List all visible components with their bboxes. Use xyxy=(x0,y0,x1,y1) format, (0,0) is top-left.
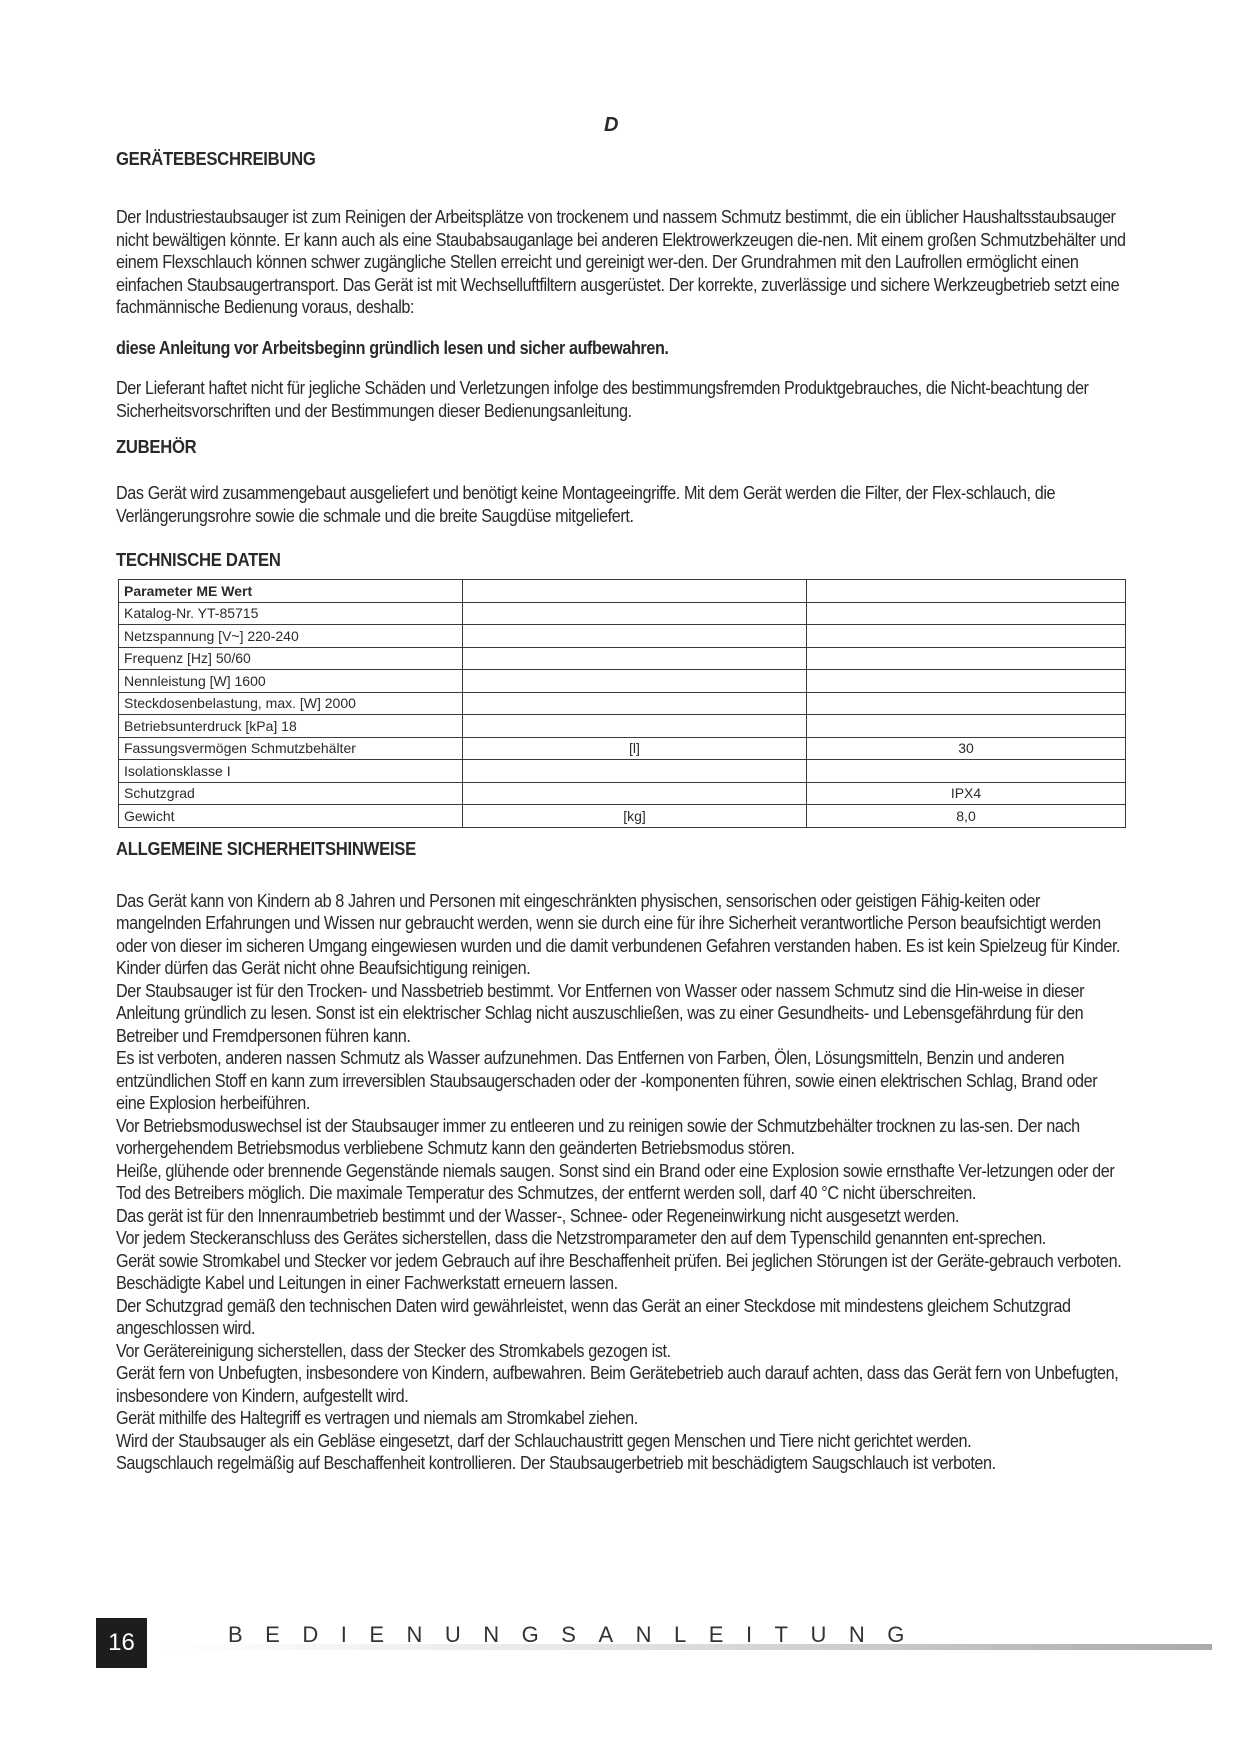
page-number-badge: 16 xyxy=(96,1618,147,1668)
table-cell: Isolationsklasse I xyxy=(119,760,463,783)
table-cell xyxy=(463,602,807,625)
table-cell xyxy=(807,715,1126,738)
table-row xyxy=(119,670,1126,693)
table-cell xyxy=(807,647,1126,670)
table-row xyxy=(119,715,1126,738)
safety-paragraph xyxy=(116,1362,1128,1407)
table-cell xyxy=(463,782,807,805)
safety-paragraph xyxy=(116,1340,1128,1363)
table-cell xyxy=(463,647,807,670)
page-content xyxy=(116,148,1128,1475)
table-cell xyxy=(807,670,1126,693)
table-cell: 8,0 xyxy=(807,805,1126,828)
table-cell xyxy=(463,670,807,693)
safety-text: Vor Gerätereinigung sicherstellen, dass der Stecker des Stromkabels gezogen ist. xyxy=(116,1340,671,1361)
safety-paragraph xyxy=(116,1295,1128,1340)
footer-title: BEDIENUNGSANLEITUNG xyxy=(228,1622,927,1647)
safety-paragraph xyxy=(116,890,1128,980)
liability-paragraph xyxy=(116,377,1128,422)
safety-text: Es ist verboten, anderen nassen Schmutz als Wasser aufzunehmen. Das Entfernen von Farben, Ölen, Lösungsmitteln, Benzin und anderen entzündlichen Stoff en kann zum irreversiblen Staubsaugerschaden oder der -komponenten führen, sowie einen elektrischen Schlag, Brand oder eine Explosion herbeiführen. xyxy=(116,1048,1098,1113)
table-cell: Schutzgrad xyxy=(119,782,463,805)
description-text: Der Industriestaubsauger ist zum Reinigen der Arbeitsplätze von trockenem und nassem Schmutz bestimmt, die ein üblicher Haushaltsstaubsauger nicht bewältigen könnte. Er kann auch als eine Staubabsauganlage bei anderen Elektrowerkzeugen die-nen. Mit einem großen Schmutzbehälter und einem Flexschlauch können schwer zugängliche Stellen erreicht und gereinigt wer-den. Der Grundrahmen mit den Laufrollen ermöglicht einen einfachen Staubsaugertransport. Das Gerät ist mit Wechselluftfiltern ausgerüstet. Der korrekte, zuverlässige und sichere Werkzeugbetrieb setzt eine fachmännische Bedienung voraus, deshalb: xyxy=(116,207,1126,317)
safety-paragraph xyxy=(116,1407,1128,1430)
safety-text: Gerät sowie Stromkabel und Stecker vor jedem Gebrauch auf ihre Beschaffenheit prüfen. Bei jeglichen Störungen ist der Geräte-gebrauch verboten. Beschädigte Kabel und Leitungen in einer Fachwerkstatt erneuern lassen. xyxy=(116,1250,1122,1293)
liability-text: Der Lieferant haftet nicht für jegliche Schäden und Verletzungen infolge des bestimmungsfremden Produktgebrauches, die Nicht-beachtung der Sicherheitsvorschriften und der Bestimmungen dieser Bedienungsanleitung. xyxy=(116,378,1089,421)
table-cell: Nennleistung [W] 1600 xyxy=(119,670,463,693)
table-row xyxy=(119,737,1126,760)
language-marker: D xyxy=(604,114,619,136)
safety-text: Gerät fern von Unbefugten, insbesondere von Kindern, aufbewahren. Beim Gerätebetrieb auch darauf achten, dass das Gerät fern von Unbefugten, insbesondere von Kindern, aufgestellt wird. xyxy=(116,1363,1119,1406)
table-row xyxy=(119,602,1126,625)
safety-text: Heiße, glühende oder brennende Gegenstände niemals saugen. Sonst sind ein Brand oder eine Explosion sowie ernsthafte Ver-letzungen oder der Tod des Betreibers möglich. Die maximale Temperatur des Schmutzes, der entfernt werden soll, darf 40 °C nicht überschreiten. xyxy=(116,1160,1115,1203)
table-cell: Katalog-Nr. YT-85715 xyxy=(119,602,463,625)
safety-text: Der Staubsauger ist für den Trocken- und Nassbetrieb bestimmt. Vor Entfernen von Wasser oder nassem Schmutz sind die Hin-weise in dieser Anleitung gründlich zu lesen. Sonst ist ein elektrischer Schlag nicht auszuschließen, was zu einer Gesundheits- und Lebensgefährdung für den Betreiber und Fremdpersonen führen kann. xyxy=(116,980,1085,1046)
safety-list xyxy=(116,890,1128,1475)
table-cell xyxy=(807,692,1126,715)
safety-text: Der Schutzgrad gemäß den technischen Daten wird gewährleistet, wenn das Gerät an einer Steckdose mit mindestens gleichem Schutzgrad angeschlossen wird. xyxy=(116,1295,1071,1338)
table-row xyxy=(119,580,1126,603)
heading-description: GERÄTEBESCHREIBUNG xyxy=(116,148,316,169)
table-cell xyxy=(807,602,1126,625)
table-cell: Steckdosenbelastung, max. [W] 2000 xyxy=(119,692,463,715)
safety-paragraph xyxy=(116,1160,1128,1205)
safety-paragraph xyxy=(116,1227,1128,1250)
table-row xyxy=(119,760,1126,783)
safety-text: Vor jedem Steckeranschluss des Gerätes sicherstellen, dass die Netzstromparameter den auf dem Typenschild genannten ent-sprechen. xyxy=(116,1228,1046,1248)
heading-safety: ALLGEMEINE SICHERHEITSHINWEISE xyxy=(116,837,416,859)
table-row xyxy=(119,692,1126,715)
table-cell: 30 xyxy=(807,737,1126,760)
emphasis-paragraph xyxy=(116,337,1128,360)
table-cell: Betriebsunterdruck [kPa] 18 xyxy=(119,715,463,738)
table-cell xyxy=(463,692,807,715)
safety-text: Wird der Staubsauger als ein Gebläse eingesetzt, darf der Schlauchaustritt gegen Menschen und Tiere nicht gerichtet werden. xyxy=(116,1430,972,1451)
table-row xyxy=(119,625,1126,648)
safety-paragraph xyxy=(116,1115,1128,1160)
safety-paragraph xyxy=(116,980,1128,1048)
safety-paragraph xyxy=(116,1047,1128,1115)
table-row xyxy=(119,647,1126,670)
accessories-text: Das Gerät wird zusammengebaut ausgeliefert und benötigt keine Montageeingriffe. Mit dem Gerät werden die Filter, der Flex-schlauch, die Verlängerungsrohre sowie die schmale und die breite Saugdüse mitgeliefert. xyxy=(116,483,1056,526)
table-cell xyxy=(807,580,1126,603)
safety-paragraph xyxy=(116,1205,1128,1228)
accessories-paragraph xyxy=(116,482,1128,527)
table-cell: Fassungsvermögen Schmutzbehälter xyxy=(119,737,463,760)
table-cell xyxy=(463,760,807,783)
emphasis-text: diese Anleitung vor Arbeitsbeginn gründlich lesen und sicher aufbewahren. xyxy=(116,337,669,358)
safety-text: Gerät mithilfe des Haltegriff es vertragen und niemals am Stromkabel ziehen. xyxy=(116,1408,638,1428)
table-cell: [l] xyxy=(463,737,807,760)
table-cell: Netzspannung [V~] 220-240 xyxy=(119,625,463,648)
safety-text: Saugschlauch regelmäßig auf Beschaffenheit kontrollieren. Der Staubsaugerbetrieb mit beschädigtem Saugschlauch ist verboten. xyxy=(116,1453,996,1473)
heading-tech: TECHNISCHE DATEN xyxy=(116,549,281,570)
safety-text: Das gerät ist für den Innenraumbetrieb bestimmt und der Wasser-, Schnee- oder Regeneinwirkung nicht ausgesetzt werden. xyxy=(116,1205,960,1226)
safety-paragraph xyxy=(116,1430,1128,1453)
table-cell xyxy=(807,760,1126,783)
table-cell: [kg] xyxy=(463,805,807,828)
safety-paragraph xyxy=(116,1250,1128,1295)
safety-text: Vor Betriebsmoduswechsel ist der Staubsauger immer zu entleeren und zu reinigen sowie der Schmutzbehälter trocknen zu las-sen. Der nach vorhergehendem Betriebsmodus verbliebene Schmutz kann den geänderten Betriebsmodus stören. xyxy=(116,1115,1080,1158)
table-cell xyxy=(463,625,807,648)
table-row xyxy=(119,782,1126,805)
safety-text: Das Gerät kann von Kindern ab 8 Jahren und Personen mit eingeschränkten physischen, sensorischen oder geistigen Fähig-keiten oder mangelnden Erfahrungen und Wissen nur gebraucht werden, wenn sie durch eine für ihre Sicherheit verantwortliche Person beaufsichtigt werden oder von dieser im sicheren Umgang eingewiesen wurden und die damit verbundenen Gefahren verstanden haben. Es ist kein Spielzeug für Kinder. Kinder dürfen das Gerät nicht ohne Beaufsichtigung reinigen. xyxy=(116,890,1121,978)
description-paragraph xyxy=(116,206,1128,319)
table-cell: IPX4 xyxy=(807,782,1126,805)
heading-accessories: ZUBEHÖR xyxy=(116,436,197,457)
table-cell xyxy=(807,625,1126,648)
table-cell: Frequenz [Hz] 50/60 xyxy=(119,647,463,670)
tech-table xyxy=(118,579,1126,828)
table-cell xyxy=(463,580,807,603)
table-cell: Parameter ME Wert xyxy=(119,580,463,603)
table-cell: Gewicht xyxy=(119,805,463,828)
table-row xyxy=(119,805,1126,828)
safety-paragraph xyxy=(116,1452,1128,1475)
table-cell xyxy=(463,715,807,738)
